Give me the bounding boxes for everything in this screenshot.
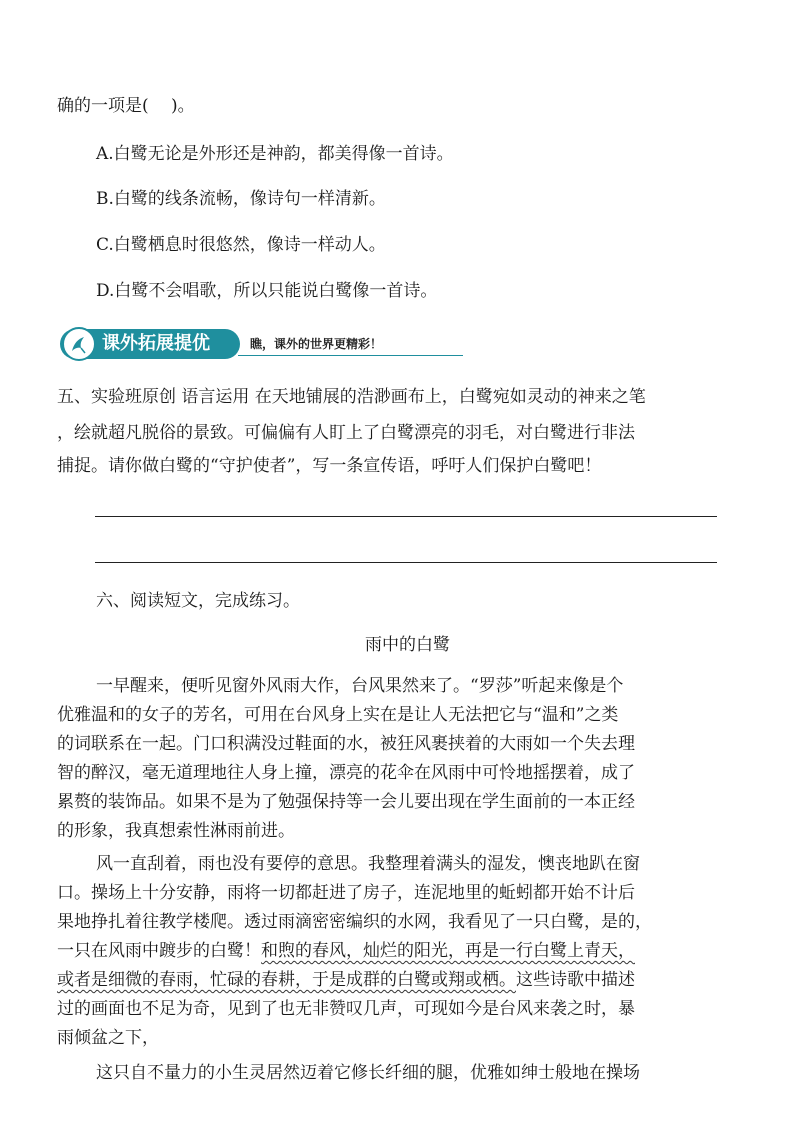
paragraph-2-line-5-plain: 这些诗歌中描述 — [516, 970, 635, 990]
option-a: A.白鹭无论是外形还是神韵，都美得像一首诗。 — [96, 144, 454, 164]
question-5-line-2: ，绘就超凡脱俗的景致。可偏偏有人盯上了白鹭漂亮的羽毛，对白鹭进行非法 — [57, 423, 635, 443]
paragraph-1-line-4: 智的醉汉，毫无道理地往人身上撞，漂亮的花伞在风雨中可怜地摇摆着，成了 — [57, 763, 635, 783]
paragraph-2-line-4-underlined: 和煦的春风，灿烂的阳光，再是一行白鹭上青天， — [261, 941, 635, 961]
answer-line-2[interactable] — [95, 562, 717, 563]
paragraph-3-line-1: 这只自不量力的小生灵居然迈着它修长纤细的腿，优雅如绅士般地在操场 — [96, 1063, 640, 1083]
paragraph-1-line-2: 优雅温和的女子的芳名，可用在台风身上实在是让人无法把它与“温和”之类 — [57, 705, 619, 725]
paragraph-2-line-5-underlined: 或者是细微的春雨，忙碌的春耕，于是成群的白鹭或翔或栖。 — [57, 970, 516, 990]
paragraph-2-line-3: 果地挣扎着往教学楼爬。透过雨滴密密编织的水网，我看见了一只白鹭，是的， — [57, 912, 652, 932]
paragraph-2-line-5 — [57, 969, 635, 991]
paragraph-1-line-3: 的词联系在一起。门口积满没过鞋面的水，被狂风裹挟着的大雨如一个失去理 — [57, 734, 635, 754]
paragraph-2-line-4 — [57, 940, 635, 962]
paragraph-2-line-7: 雨倾盆之下， — [57, 1028, 159, 1048]
paragraph-1-line-5: 累赘的装饰品。如果不是为了勉强保持等一会儿要出现在学生面前的一本正经 — [57, 792, 635, 812]
egret-logo-icon — [62, 327, 96, 361]
banner-title: 课外拓展提优 — [102, 333, 210, 354]
passage-title: 雨中的白鹭 — [365, 635, 450, 655]
paragraph-2-line-6: 过的画面也不足为奇，见到了也无非赞叹几声，可现如今是台风来袭之时，暴 — [57, 999, 635, 1019]
paragraph-1-line-6: 的形象，我真想索性淋雨前进。 — [57, 821, 295, 841]
section-banner — [60, 327, 405, 363]
question-5-line-3: 捕捉。请你做白鹭的“守护使者”，写一条宣传语，呼吁人们保护白鹭吧！ — [57, 456, 602, 476]
paragraph-2-line-2: 口。操场上十分安静，雨将一切都赶进了房子，连泥地里的蚯蚓都开始不计后 — [57, 883, 635, 903]
option-d: D.白鹭不会唱歌，所以只能说白鹭像一首诗。 — [96, 281, 438, 301]
question-6-heading: 六、阅读短文，完成练习。 — [96, 591, 300, 611]
banner-rule — [238, 355, 463, 356]
answer-line-1[interactable] — [95, 516, 717, 517]
banner-subtitle: 瞧，课外的世界更精彩！ — [250, 337, 383, 351]
option-c: C.白鹭栖息时很悠然，像诗一样动人。 — [96, 235, 386, 255]
paragraph-1-line-1: 一早醒来，便听见窗外风雨大作，台风果然来了。“罗莎”听起来像是个 — [96, 676, 624, 696]
question-5-line-1: 五、实验班原创 语言运用 在天地铺展的浩渺画布上，白鹭宛如灵动的神来之笔 — [57, 387, 646, 407]
paragraph-2-line-1: 风一直刮着，雨也没有要停的意思。我整理着满头的湿发，懊丧地趴在窗 — [96, 854, 640, 874]
question-4-tail: 确的一项是( )。 — [57, 96, 195, 116]
paragraph-2-line-4-plain: 一只在风雨中踱步的白鹭！ — [57, 941, 261, 961]
option-b: B.白鹭的线条流畅，像诗句一样清新。 — [96, 189, 386, 209]
